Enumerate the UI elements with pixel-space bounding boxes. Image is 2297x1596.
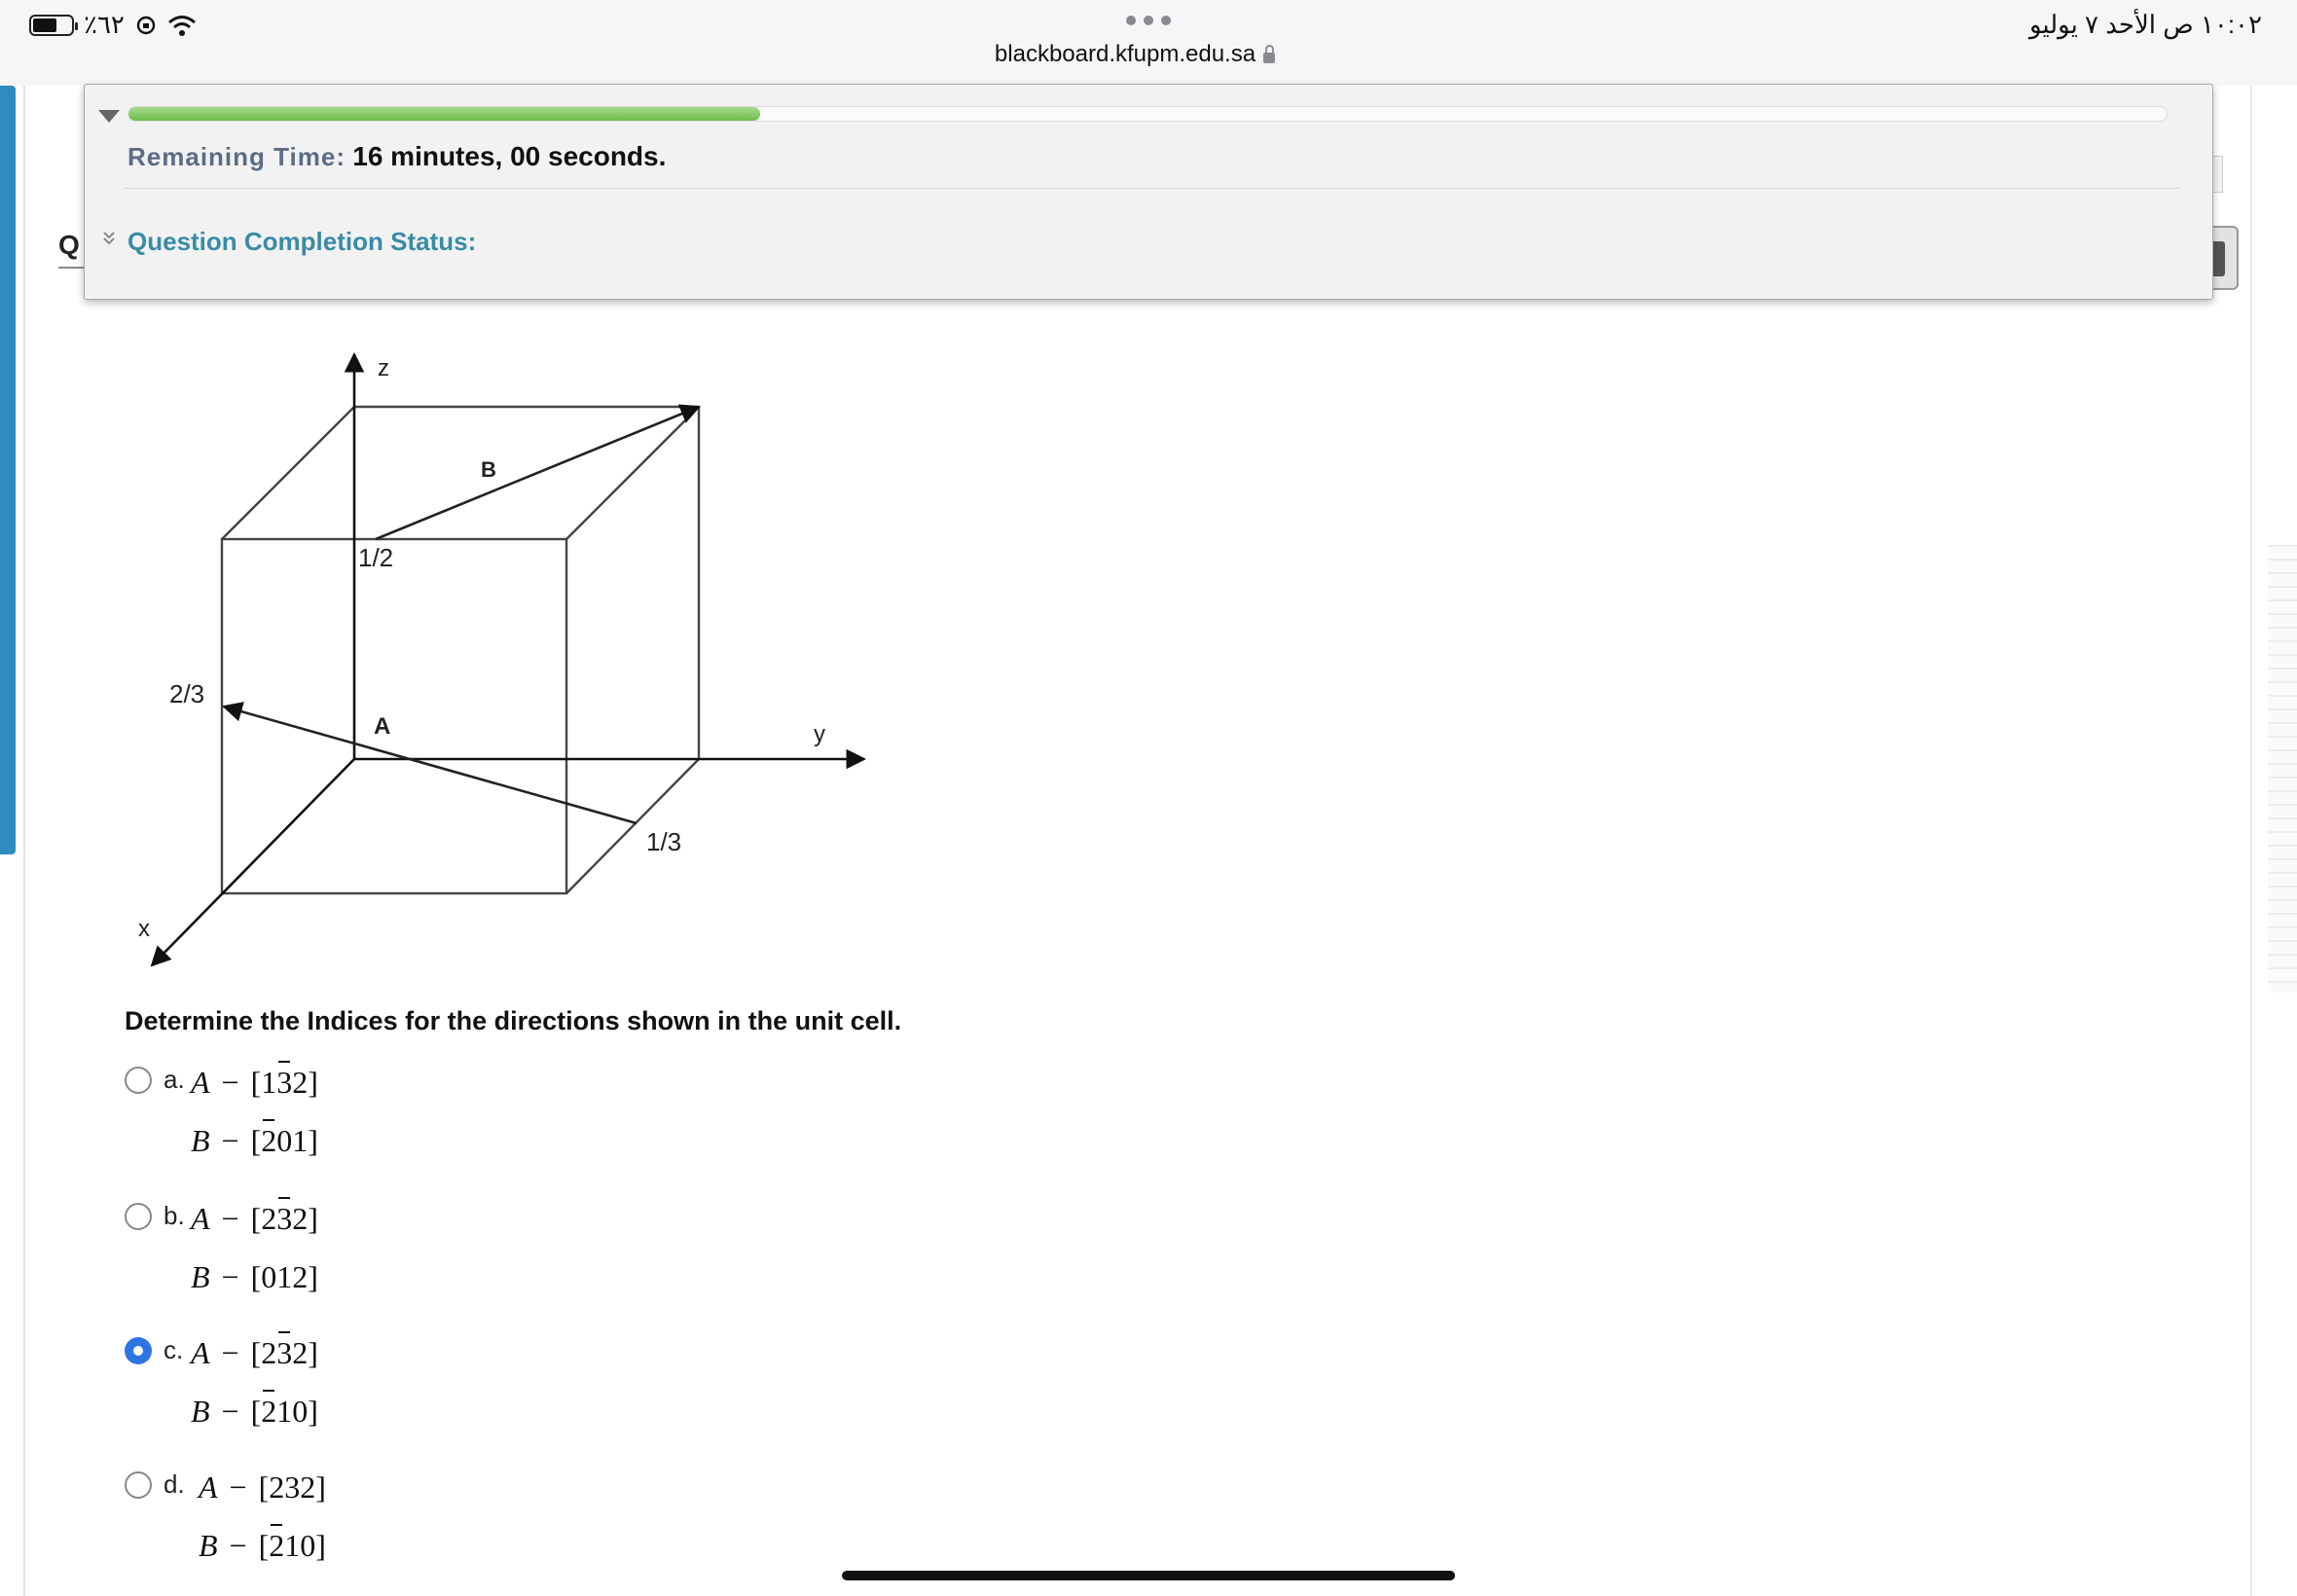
status-left-group bbox=[29, 10, 197, 40]
question-prompt: Determine the Indices for the directions shown in the unit cell. bbox=[125, 1006, 902, 1035]
unit-cell-diagram bbox=[136, 346, 876, 989]
fraction-label-two-thirds: 2/3 bbox=[169, 679, 205, 708]
question-heading-partial: Q bbox=[58, 230, 80, 260]
bracket-close: ] bbox=[308, 1201, 318, 1236]
time-progress-bar bbox=[128, 106, 2168, 122]
bracket-close: ] bbox=[315, 1528, 326, 1563]
index-digit-negative: 3 bbox=[276, 1201, 293, 1236]
x-axis bbox=[152, 759, 354, 965]
x-axis-label: x bbox=[138, 916, 150, 942]
cube-edge bbox=[222, 407, 354, 539]
timer-panel bbox=[84, 84, 2213, 300]
vector-a bbox=[224, 707, 637, 823]
direction-dash: − bbox=[221, 1201, 239, 1236]
index-digit: 1 bbox=[276, 1394, 293, 1429]
vector-b bbox=[376, 407, 699, 539]
index-digit: 2 bbox=[292, 1335, 309, 1370]
direction-variable: A bbox=[191, 1065, 210, 1100]
battery-icon bbox=[29, 15, 74, 36]
question-completion-status-link[interactable]: Question Completion Status: bbox=[128, 227, 477, 256]
vector-a-label: A bbox=[374, 713, 391, 740]
bracket-close: ] bbox=[308, 1065, 318, 1100]
option-line-b bbox=[191, 1394, 318, 1430]
index-digit: 0 bbox=[276, 1123, 293, 1158]
wifi-icon bbox=[167, 14, 197, 37]
bracket-close: ] bbox=[308, 1335, 318, 1370]
direction-variable: B bbox=[199, 1528, 218, 1563]
bracket-open: [ bbox=[250, 1394, 262, 1429]
option-line-a bbox=[199, 1469, 326, 1505]
remaining-time bbox=[128, 141, 666, 172]
direction-dash: − bbox=[221, 1259, 239, 1294]
course-menu-rail[interactable] bbox=[0, 86, 16, 854]
content-left-border bbox=[23, 86, 25, 1596]
option-line-b bbox=[191, 1123, 318, 1159]
option-line-a bbox=[191, 1065, 318, 1101]
index-digit: 1 bbox=[284, 1528, 301, 1563]
radio-button[interactable] bbox=[125, 1471, 152, 1499]
index-digit: 2 bbox=[300, 1469, 316, 1505]
battery-level-fill bbox=[33, 18, 56, 32]
index-digit: 1 bbox=[292, 1123, 309, 1158]
radio-button[interactable] bbox=[125, 1203, 152, 1230]
option-letter: d. bbox=[164, 1469, 185, 1499]
option-line-a bbox=[191, 1201, 318, 1237]
index-digit-negative: 2 bbox=[261, 1394, 277, 1429]
bracket-open: [ bbox=[250, 1123, 262, 1158]
bracket-open: [ bbox=[250, 1335, 262, 1370]
ios-status-bar bbox=[0, 0, 2297, 86]
option-line-b bbox=[199, 1528, 326, 1564]
index-digit: 2 bbox=[261, 1201, 277, 1236]
panel-divider bbox=[124, 188, 2179, 189]
direction-variable: A bbox=[191, 1335, 210, 1370]
index-digit: 1 bbox=[276, 1259, 293, 1294]
vector-b-label: B bbox=[481, 457, 496, 482]
url-text: blackboard.kfupm.edu.sa bbox=[994, 41, 1257, 67]
z-axis-label: z bbox=[378, 355, 389, 381]
lock-icon bbox=[1263, 53, 1275, 63]
bracket-open: [ bbox=[250, 1259, 262, 1294]
remaining-time-value: 16 minutes, 00 seconds. bbox=[352, 141, 667, 171]
direction-dash: − bbox=[229, 1528, 247, 1563]
fraction-label-half: 1/2 bbox=[358, 543, 394, 572]
index-digit: 2 bbox=[269, 1469, 285, 1505]
remaining-time-label: Remaining Time: bbox=[128, 142, 346, 171]
radio-button[interactable] bbox=[125, 1067, 152, 1094]
bracket-open: [ bbox=[250, 1065, 262, 1100]
index-digit-negative: 2 bbox=[269, 1528, 285, 1563]
bracket-close: ] bbox=[308, 1394, 318, 1429]
double-chevron-down-icon[interactable] bbox=[102, 231, 116, 246]
index-digit-negative: 3 bbox=[276, 1065, 293, 1100]
direction-dash: − bbox=[221, 1394, 239, 1429]
option-letter: c. bbox=[164, 1335, 184, 1364]
cube-edge bbox=[566, 407, 699, 539]
index-digit: 3 bbox=[284, 1469, 301, 1505]
radio-button[interactable] bbox=[125, 1337, 152, 1364]
cube-edge bbox=[566, 759, 699, 893]
collapse-triangle-icon[interactable] bbox=[98, 110, 120, 123]
status-time-date: ١٠:٠٢ ص الأحد ٧ يوليو bbox=[2028, 10, 2262, 39]
bracket-open: [ bbox=[258, 1469, 270, 1505]
option-line-a bbox=[191, 1335, 318, 1371]
direction-dash: − bbox=[221, 1065, 239, 1100]
direction-dash: − bbox=[229, 1469, 247, 1505]
option-line-b bbox=[191, 1259, 318, 1295]
index-digit-negative: 2 bbox=[261, 1123, 277, 1158]
right-edge-background bbox=[2268, 545, 2297, 993]
index-digit: 2 bbox=[292, 1259, 309, 1294]
index-digit: 0 bbox=[292, 1394, 309, 1429]
direction-variable: A bbox=[199, 1469, 218, 1505]
direction-variable: A bbox=[191, 1201, 210, 1236]
battery-percent: ٪٦٢ bbox=[84, 10, 125, 39]
content-right-border bbox=[2250, 86, 2252, 1596]
fraction-label-one-third: 1/3 bbox=[646, 827, 682, 856]
time-progress-fill bbox=[128, 107, 760, 121]
multitasking-dots-icon[interactable] bbox=[1126, 16, 1171, 25]
home-indicator[interactable] bbox=[842, 1571, 1455, 1580]
y-axis-label: y bbox=[814, 721, 825, 747]
index-digit: 0 bbox=[261, 1259, 277, 1294]
bracket-open: [ bbox=[250, 1201, 262, 1236]
bracket-close: ] bbox=[315, 1469, 326, 1505]
bracket-close: ] bbox=[308, 1123, 318, 1158]
direction-dash: − bbox=[221, 1123, 239, 1158]
bracket-close: ] bbox=[308, 1259, 318, 1294]
direction-dash: − bbox=[221, 1335, 239, 1370]
index-digit: 2 bbox=[292, 1065, 309, 1100]
index-digit: 2 bbox=[292, 1201, 309, 1236]
index-digit: 2 bbox=[261, 1335, 277, 1370]
direction-variable: B bbox=[191, 1259, 210, 1294]
option-letter: a. bbox=[164, 1065, 185, 1094]
index-digit-negative: 3 bbox=[276, 1335, 293, 1370]
direction-variable: B bbox=[191, 1123, 210, 1158]
address-bar[interactable] bbox=[995, 41, 1275, 68]
index-digit: 1 bbox=[261, 1065, 277, 1100]
bracket-open: [ bbox=[258, 1528, 270, 1563]
option-letter: b. bbox=[164, 1201, 185, 1230]
index-digit: 0 bbox=[300, 1528, 316, 1563]
direction-variable: B bbox=[191, 1394, 210, 1429]
orientation-lock-icon bbox=[134, 14, 158, 37]
